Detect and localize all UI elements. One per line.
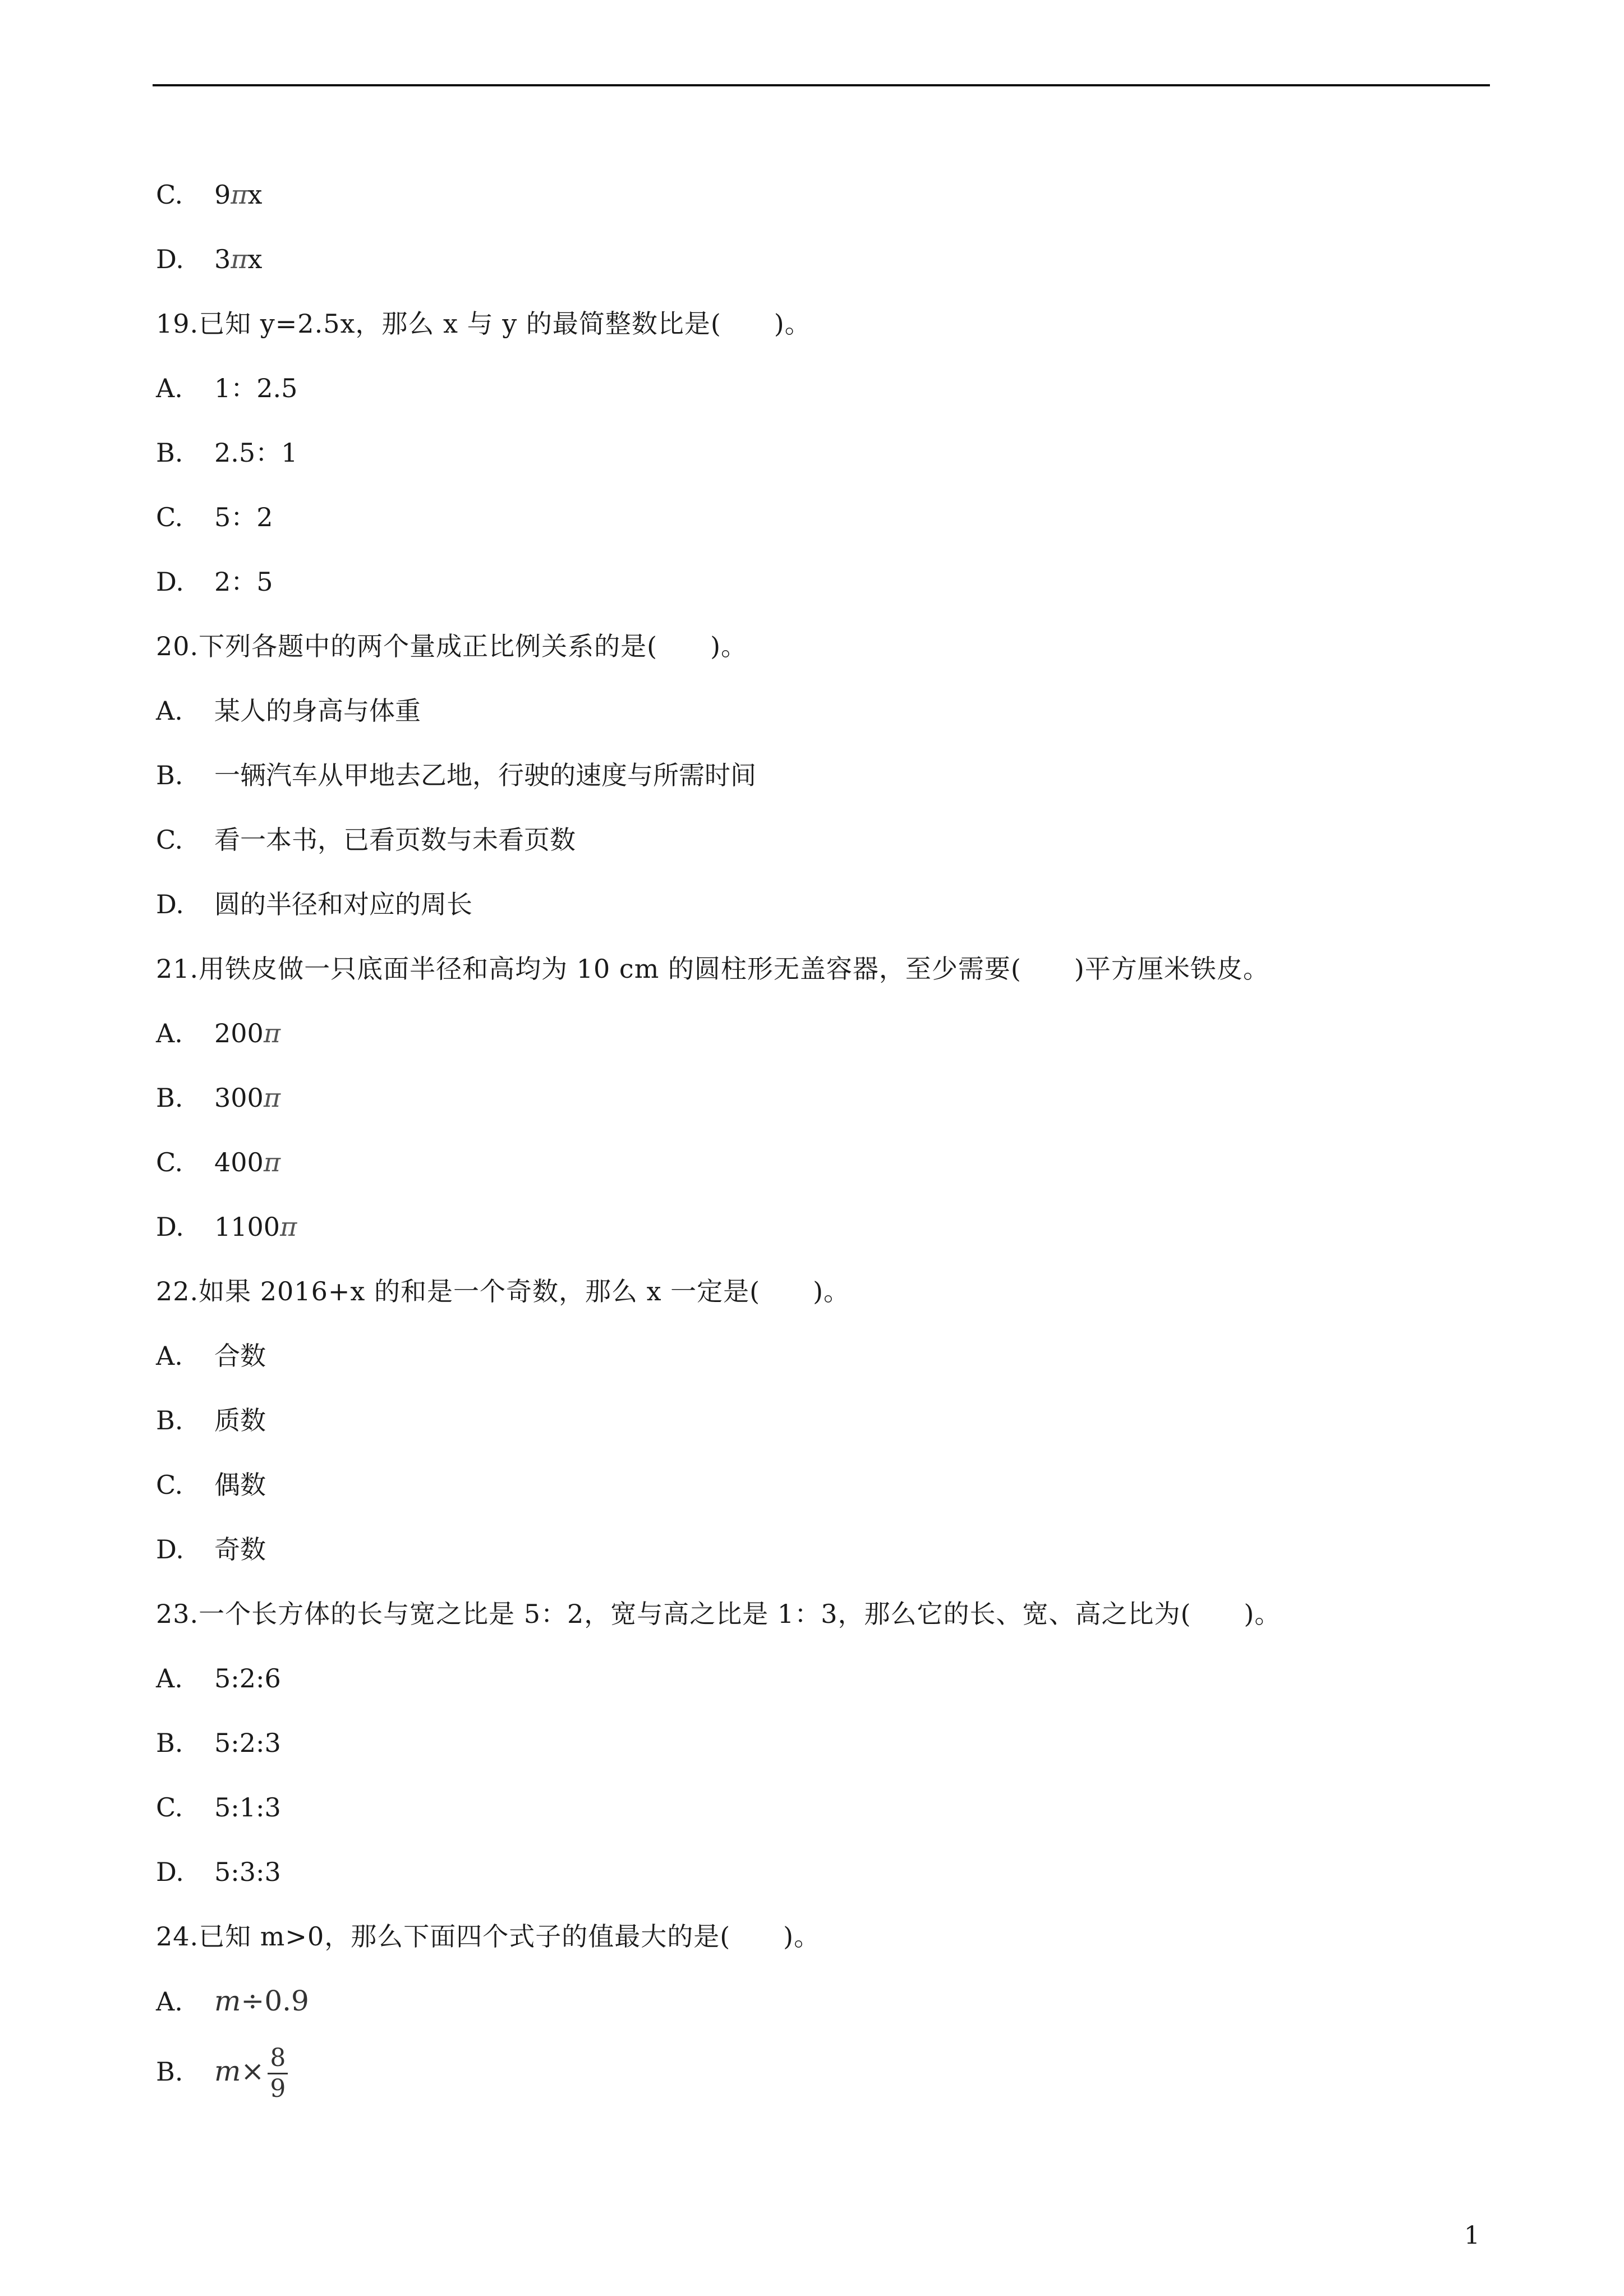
answer-option <box>156 1324 1490 1388</box>
option-letter: C. <box>156 502 183 532</box>
math-variable: m <box>214 1985 241 2017</box>
option-text: 质数 <box>214 1405 266 1435</box>
option-letter: A. <box>156 1986 183 2017</box>
question-text: 23.一个长方体的长与宽之比是 5：2，宽与高之比是 1：3，那么它的长、宽、高之比为( )。 <box>156 1599 1281 1629</box>
math-variable: m <box>214 2055 241 2087</box>
question-text: 22.如果 2016+x 的和是一个奇数，那么 x 一定是( )。 <box>156 1276 850 1306</box>
pi-symbol: π <box>263 1147 281 1177</box>
option-letter: D. <box>156 1534 184 1565</box>
option-letter: D. <box>156 567 184 597</box>
option-letter: B. <box>156 1728 183 1758</box>
answer-option <box>156 1517 1490 1582</box>
option-text: 圆的半径和对应的周长 <box>214 889 472 919</box>
option-letter: A. <box>156 373 183 403</box>
answer-option <box>156 1066 1490 1130</box>
pi-symbol: π <box>263 1018 281 1048</box>
answer-option <box>156 1969 1490 2033</box>
option-letter: A. <box>156 1018 183 1048</box>
option-text: 400 <box>214 1147 264 1177</box>
option-text: 某人的身高与体重 <box>214 696 421 726</box>
fraction-denominator: 9 <box>270 2074 286 2103</box>
answer-option <box>156 1001 1490 1066</box>
answer-option <box>156 2033 1490 2109</box>
answer-option <box>156 1711 1490 1775</box>
option-letter: B. <box>156 438 183 468</box>
answer-option <box>156 485 1490 550</box>
answer-option <box>156 421 1490 485</box>
answer-option <box>156 356 1490 421</box>
option-letter: B. <box>156 1405 183 1435</box>
option-text: 5:2:3 <box>214 1728 281 1758</box>
option-letter: B. <box>156 2056 183 2087</box>
option-letter: C. <box>156 1792 183 1823</box>
option-text: 200 <box>214 1018 264 1048</box>
question-stem <box>156 1904 1490 1969</box>
option-text: 看一本书，已看页数与未看页数 <box>214 825 576 855</box>
pi-symbol: π <box>231 244 248 274</box>
option-text: 5:2:6 <box>214 1663 281 1694</box>
option-letter: C. <box>156 180 183 210</box>
question-text: 24.已知 m>0，那么下面四个式子的值最大的是( )。 <box>156 1921 821 1952</box>
answer-option <box>156 872 1490 937</box>
option-text: 9 <box>214 180 231 210</box>
header-rule <box>153 84 1490 86</box>
option-text: 一辆汽车从甲地去乙地，行驶的速度与所需时间 <box>214 760 756 790</box>
pi-symbol: π <box>231 180 248 210</box>
option-text: 2：5 <box>214 567 273 597</box>
option-letter: D. <box>156 1857 184 1887</box>
option-letter: C. <box>156 1147 183 1177</box>
option-letter: C. <box>156 825 183 855</box>
option-letter: A. <box>156 1663 183 1694</box>
math-value: 0.9 <box>264 1985 309 2017</box>
question-text: 20.下列各题中的两个量成正比例关系的是( )。 <box>156 631 748 661</box>
answer-option <box>156 1646 1490 1711</box>
option-text: 5：2 <box>214 502 273 532</box>
question-stem <box>156 1582 1490 1646</box>
math-expression <box>214 1985 309 2017</box>
answer-option <box>156 743 1490 808</box>
answer-option <box>156 163 1490 227</box>
option-text: 1：2.5 <box>214 373 298 403</box>
answer-option <box>156 1195 1490 1259</box>
option-letter: A. <box>156 1341 183 1371</box>
answer-option <box>156 1453 1490 1517</box>
option-letter: D. <box>156 1212 184 1242</box>
option-letter: C. <box>156 1470 183 1500</box>
answer-option <box>156 1840 1490 1904</box>
option-text: 2.5：1 <box>214 438 298 468</box>
option-letter: A. <box>156 696 183 726</box>
fraction-numerator: 8 <box>268 2046 288 2074</box>
option-letter: B. <box>156 1083 183 1113</box>
answer-option <box>156 1775 1490 1840</box>
option-variable: x <box>247 244 263 274</box>
option-variable: x <box>247 180 263 210</box>
pi-symbol: π <box>280 1212 297 1242</box>
question-stem <box>156 614 1490 679</box>
question-stem <box>156 292 1490 356</box>
fraction <box>268 2043 288 2103</box>
answer-option <box>156 1130 1490 1195</box>
option-text: 3 <box>214 244 231 274</box>
math-expression <box>214 2043 288 2103</box>
option-letter: B. <box>156 760 183 790</box>
option-text: 奇数 <box>214 1534 266 1565</box>
option-text: 偶数 <box>214 1470 266 1500</box>
option-text: 1100 <box>214 1212 280 1242</box>
page-number: 1 <box>1464 2221 1480 2250</box>
option-text: 5:1:3 <box>214 1792 281 1823</box>
option-text: 300 <box>214 1083 264 1113</box>
option-text: 合数 <box>214 1341 266 1371</box>
option-text: 5:3:3 <box>214 1857 281 1887</box>
question-list <box>156 163 1490 2109</box>
answer-option <box>156 808 1490 872</box>
divide-operator: ÷ <box>241 1985 265 2017</box>
option-letter: D. <box>156 244 184 274</box>
answer-option <box>156 227 1490 292</box>
answer-option <box>156 550 1490 614</box>
question-text: 19.已知 y=2.5x，那么 x 与 y 的最简整数比是( )。 <box>156 309 811 339</box>
answer-option <box>156 1388 1490 1453</box>
multiply-operator: × <box>241 2055 265 2087</box>
option-letter: D. <box>156 889 184 919</box>
question-stem <box>156 1259 1490 1324</box>
question-text: 21.用铁皮做一只底面半径和高均为 10 cm 的圆柱形无盖容器，至少需要( )平方厘米铁皮。 <box>156 954 1269 984</box>
question-stem <box>156 937 1490 1001</box>
pi-symbol: π <box>263 1083 281 1113</box>
answer-option <box>156 679 1490 743</box>
